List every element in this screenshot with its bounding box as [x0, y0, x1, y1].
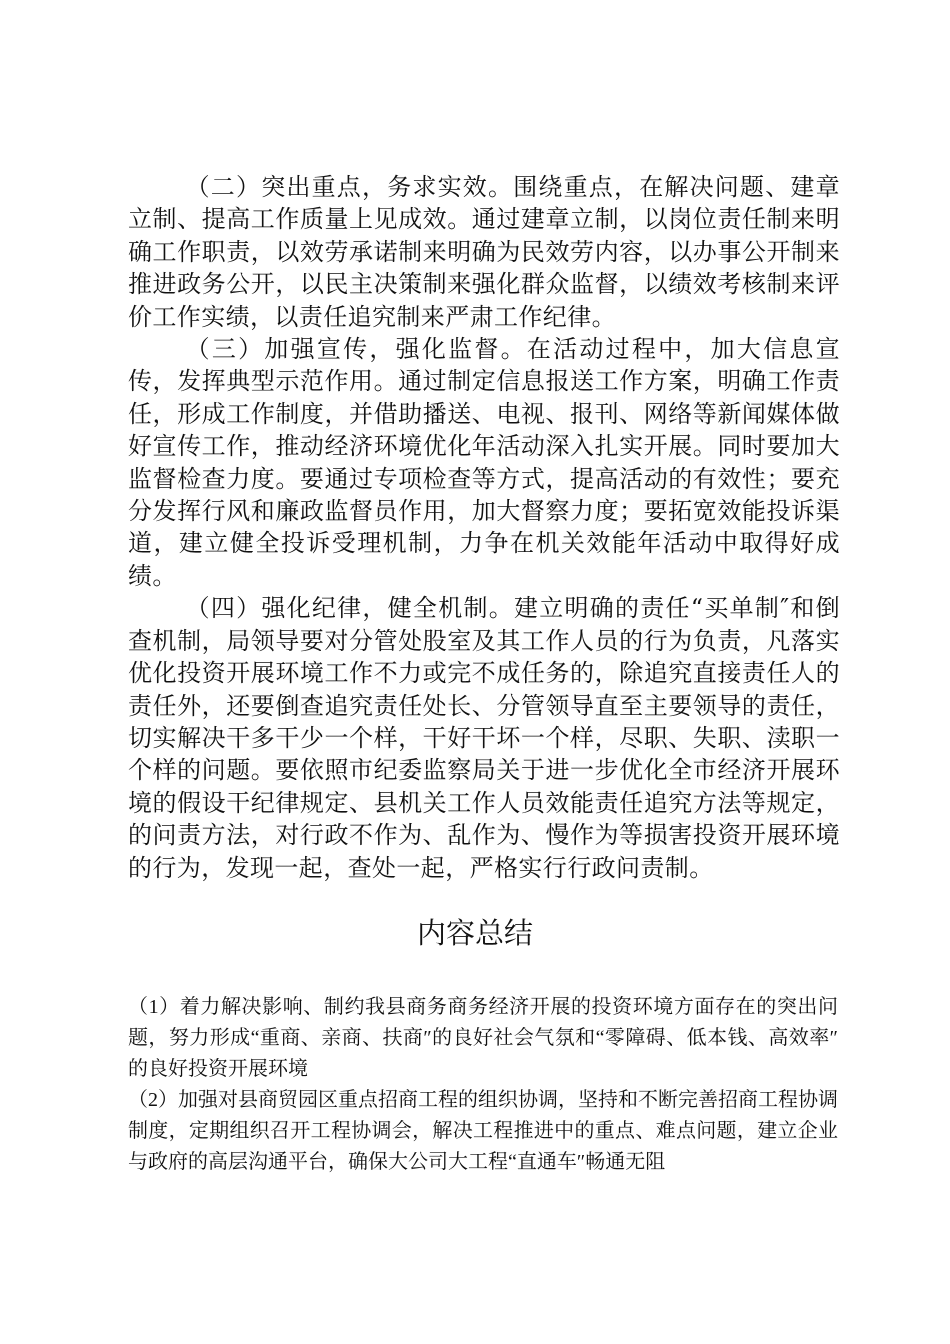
paragraph-discipline-mechanism: （四）强化纪律，健全机制。建立明确的责任“买单制″和倒查机制，局领导要对分管处股室及其工作人员的行为负责，凡落实优化投资开展环境工作不力或完不成任务的，除追究直接责任人的责任外，还要倒查追究责任处长、分管领导直至主要领导的责任，切实解决干多干少一个样，干好干坏一个样，尽职、失职、渎职一个样的问题。要依照市纪委监察局关于进一步优化全市经济开展环境的假设干纪律规定、县机关工作人员效能责任追究方法等规定，的问责方法，对行政不作为、乱作为、慢作为等损害投资开展环境的行为，发现一起，查处一起，严格实行行政问责制。	[128, 594, 840, 882]
document-body	[128, 171, 840, 884]
paragraph-publicity-supervision: （三）加强宣传，强化监督。在活动过程中，加大信息宣传，发挥典型示范作用。通过制定信息报送工作方案，明确工作责任，形成工作制度，并借助播送、电视、报刊、网络等新闻媒体做好宣传工作，推动经济环境优化年活动深入扎实开展。同时要加大监督检查力度。要通过专项检查等方式，提高活动的有效性；要充分发挥行风和廉政监督员作用，加大督察力度；要拓宽效能投诉渠道，建立健全投诉受理机制，力争在机关效能年活动中取得好成绩。	[128, 335, 840, 590]
summary-item: （1）着力解决影响、制约我县商务商务经济开展的投资环境方面存在的突出问题，努力形成“重商、亲商、扶商″的良好社会气氛和“零障碍、低本钱、高效率″的良好投资开展环境	[128, 996, 838, 1080]
summary-list	[128, 992, 838, 1178]
summary-item: （2）加强对县商贸园区重点招商工程的组织协调，坚持和不断完善招商工程协调制度，定期组织召开工程协调会，解决工程推进中的重点、难点问题，建立企业与政府的高层沟通平台，确保大公司大工程“直通车″畅通无阻	[128, 1089, 838, 1173]
summary-heading: 内容总结	[416, 916, 533, 950]
paragraph-highlight-focus: （二）突出重点，务求实效。围绕重点，在解决问题、建章立制、提高工作质量上见成效。通过建章立制，以岗位责任制来明确工作职责，以效劳承诺制来明确为民效劳内容，以办事公开制来推进政务公开，以民主决策制来强化群众监督，以绩效考核制来评价工作实绩，以责任追究制来严肃工作纪律。	[128, 173, 840, 331]
